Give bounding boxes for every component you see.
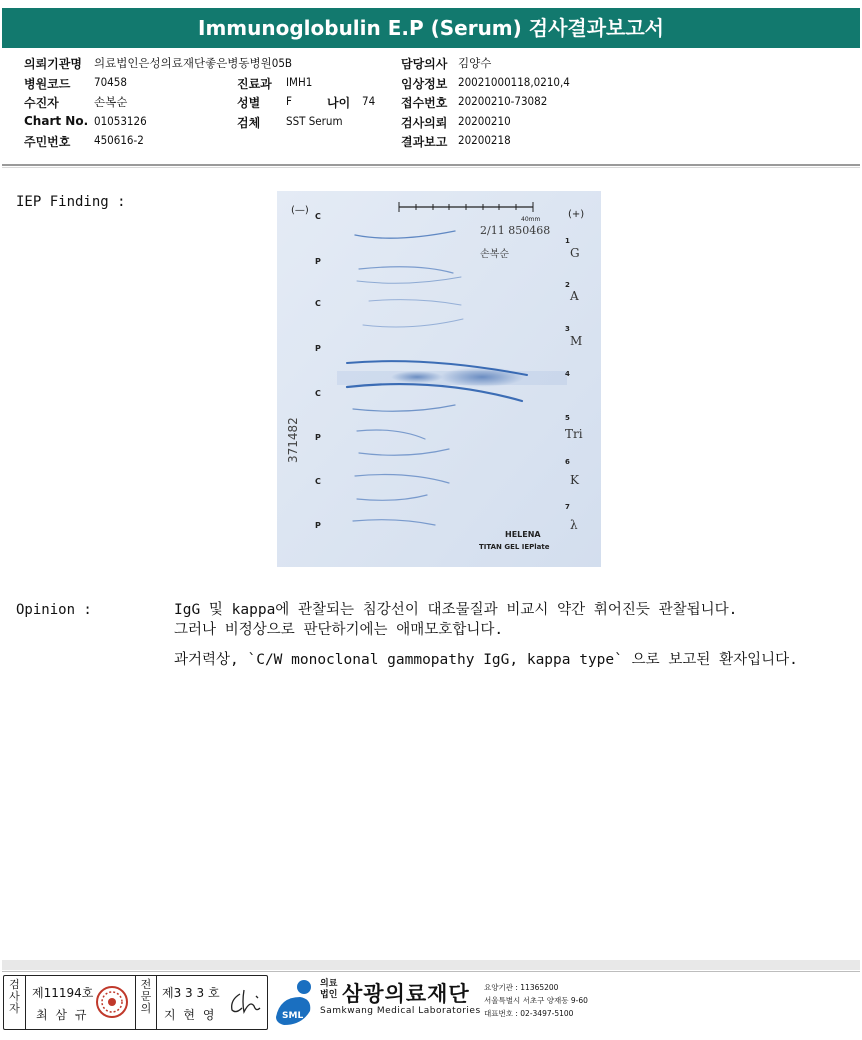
scale-label: 40mm [521, 216, 541, 223]
org-english: Samkwang Medical Laboratories [320, 1006, 481, 1016]
monoclonal-spike [440, 367, 524, 387]
age-label: 나이 [327, 96, 351, 110]
org-prefix-2: 법인 [320, 990, 338, 1000]
opinion-line: 그러나 비정상으로 판단하기에는 애매모호합니다. [174, 622, 504, 638]
lane-label-kappa: K [570, 473, 579, 487]
lane-number: 6 [565, 458, 570, 466]
gel-product: TITAN GEL IEPlate [479, 543, 550, 551]
lane-number: 3 [565, 325, 570, 333]
lane-label-lambda: λ [570, 518, 578, 532]
age-value: 74 [362, 94, 376, 108]
doctor-value: 김양수 [458, 56, 492, 70]
examiner-role-text: 검사자 [9, 978, 20, 1015]
org-name: 삼광의료재단 [342, 982, 470, 1006]
chart-no-label: Chart No. [24, 113, 89, 128]
side-number: 371482 [286, 417, 300, 463]
well-label: C [315, 299, 321, 308]
lane-number: 5 [565, 414, 570, 422]
accession-no-label: 접수번호 [401, 96, 448, 110]
opinion-line: 과거력상, `C/W monoclonal gammopathy IgG, kappa type` 으로 보고된 환자입니다. [174, 652, 798, 668]
chart-no-value: 01053126 [94, 113, 147, 128]
header-divider [2, 164, 860, 166]
specialist-signature-icon [226, 986, 264, 1018]
examiner-name: 최 삼 규 [36, 1008, 89, 1022]
specialist-role-text: 전문의 [140, 978, 152, 1015]
gel-brand: HELENA [505, 530, 541, 539]
test-request-value: 20200210 [458, 113, 511, 128]
patient-value: 손복순 [94, 95, 128, 109]
well-label: P [315, 521, 321, 530]
patient-info-block [24, 55, 844, 153]
test-request-label: 검사의뢰 [401, 115, 448, 130]
logo-text: SML [282, 1011, 304, 1021]
hospital-code-label: 병원코드 [24, 76, 71, 91]
sex-value: F [286, 94, 292, 108]
specialist-role [135, 976, 157, 1029]
accession-no-value: 20200210-73082 [458, 94, 548, 108]
patient-label: 수진자 [24, 96, 59, 110]
lane-number: 4 [565, 370, 570, 378]
lane-number: 7 [565, 503, 570, 511]
org-phone: 대표번호 : 02-3497-5100 [484, 1009, 574, 1018]
doctor-label: 담당의사 [401, 57, 448, 71]
monoclonal-spike [391, 371, 443, 383]
department-label: 진료과 [237, 76, 272, 91]
handwritten-name: 손복순 [480, 249, 509, 260]
opinion-text [174, 600, 854, 670]
examiner-seal-icon [94, 984, 130, 1020]
org-contact [484, 981, 588, 1020]
specialist-license: 제3 3 3 호 [162, 986, 220, 1000]
result-report-value: 20200218 [458, 133, 511, 147]
well-label: C [315, 389, 321, 398]
lane-number: 2 [565, 281, 570, 289]
org-prefix-1: 의료 [320, 979, 338, 989]
opinion-label: Opinion : [16, 602, 92, 618]
well-label: P [315, 257, 321, 266]
lane-label-igm: M [570, 334, 583, 348]
lane-label-igg: G [570, 246, 580, 260]
clinical-info-label: 임상정보 [401, 76, 448, 91]
well-label: C [315, 477, 321, 486]
well-label: P [315, 344, 321, 353]
requesting-org-value: 의료법인은성의료재단좋은병동병원05B [94, 56, 293, 70]
examiner-license: 제11194호 [32, 986, 94, 1000]
iep-finding-label: IEP Finding : [16, 194, 126, 210]
well-label: P [315, 433, 321, 442]
result-report-label: 결과보고 [401, 135, 448, 149]
specimen-value: SST Serum [286, 113, 343, 128]
care-code: 요양기관 : 11365200 [484, 983, 559, 992]
specialist-name: 지 현 영 [164, 1008, 217, 1022]
hospital-code-value: 70458 [94, 74, 127, 89]
resident-no-label: 주민번호 [24, 135, 71, 149]
handwritten-id: 2/11 850468 [480, 224, 551, 237]
lane-label-iga: A [570, 289, 579, 303]
org-prefix [320, 979, 337, 1001]
sml-logo-icon [272, 977, 318, 1027]
header-divider-shadow [2, 167, 860, 168]
organization-block [272, 975, 862, 1030]
examiner-role [4, 976, 26, 1029]
plus-sign: (+) [568, 209, 585, 220]
well-label: C [315, 212, 321, 221]
signature-box [3, 975, 268, 1030]
iep-gel-image [277, 191, 601, 567]
resident-no-value: 450616-2 [94, 133, 144, 147]
department-value: IMH1 [286, 74, 313, 89]
lane-label-trivalent: Tri [565, 427, 583, 441]
requesting-org-label: 의뢰기관명 [24, 57, 82, 71]
org-address: 서울특별시 서초구 양재동 9-60 [484, 996, 588, 1005]
minus-sign: (—) [291, 205, 309, 216]
report-title: Immunoglobulin E.P (Serum) 검사결과보고서 [2, 8, 860, 48]
clinical-info-value: 20021000118,0210,4 [458, 74, 570, 89]
opinion-line: IgG 및 kappa에 관찰되는 침강선이 대조물질과 비교시 약간 휘어진듯 관찰됩니다. [174, 602, 738, 618]
sex-label: 성별 [237, 96, 261, 110]
specimen-label: 검체 [237, 115, 261, 130]
footer-line [2, 971, 860, 972]
footer-band [2, 960, 860, 970]
lane-number: 1 [565, 237, 570, 245]
